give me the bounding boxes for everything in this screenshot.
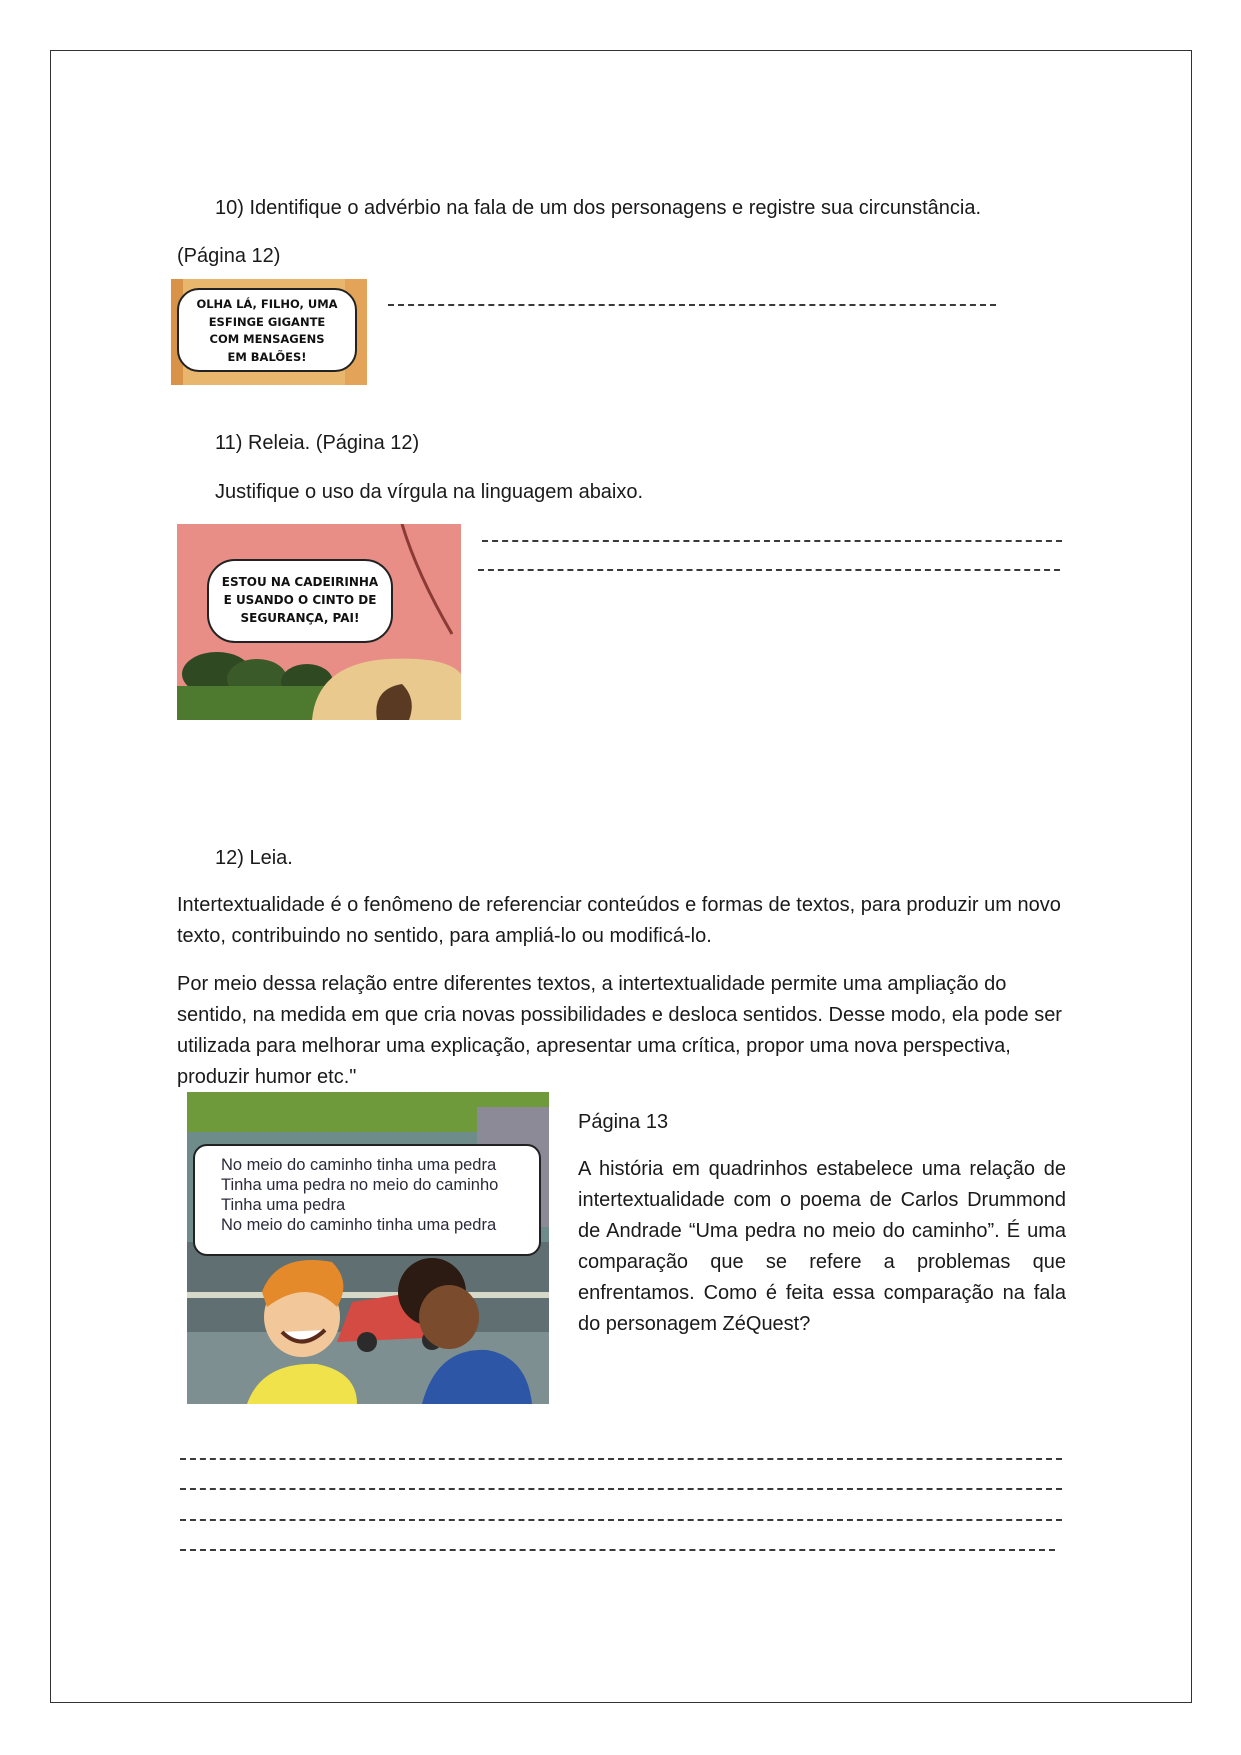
q11-heading: 11) Releia. (Página 12) xyxy=(215,432,420,454)
q11-answer-line-1 xyxy=(482,540,1062,542)
q12-paragraph-2: Por meio dessa relação entre diferentes textos, a intertextualidade permite uma ampliação do sentido, na medida em que cria novas possibilidades e desloca sentidos. Desse modo, ela pode ser utilizada para melhorar uma explicação, apresentar uma crítica, propor uma nova perspectiva, produzir humor etc." xyxy=(177,973,1062,1088)
q10-answer-line xyxy=(388,304,996,306)
balloon-line: EM BALÕES! xyxy=(227,349,307,364)
balloon-line: No meio do caminho tinha uma pedra xyxy=(221,1156,497,1174)
balloon-line: OLHA LÁ, FILHO, UMA xyxy=(196,297,338,311)
q12-question: A história em quadrinhos estabelece uma relação de intertextualidade com o poema de Carlos Drummond de Andrade “Uma pedra no meio do caminho”. É uma comparação que se refere a problemas que enfrentamos. Como é feita essa comparação na fala do personagem ZéQuest? xyxy=(578,1158,1066,1335)
balloon-line: ESTOU NA CADEIRINHA xyxy=(221,575,379,589)
q11-speech-balloon xyxy=(207,559,393,643)
balloon-line: Tinha uma pedra xyxy=(221,1196,346,1214)
q11-answer-line-2 xyxy=(478,569,1060,571)
q12-page-ref: Página 13 xyxy=(578,1111,669,1133)
balloon-line: E USANDO O CINTO DE xyxy=(223,593,377,607)
q10-page-ref: (Página 12) xyxy=(177,245,281,267)
q12-speech-balloon xyxy=(193,1144,541,1256)
balloon-line: SEGURANÇA, PAI! xyxy=(240,611,360,625)
balloon-line: No meio do caminho tinha uma pedra xyxy=(221,1216,497,1234)
q12-paragraph-1: Intertextualidade é o fenômeno de referenciar conteúdos e formas de textos, para produzir um novo texto, contribuindo no sentido, para ampliá-lo ou modificá-lo. xyxy=(177,894,1061,947)
q12-answer-line-3 xyxy=(180,1519,1062,1521)
q10-comic-image xyxy=(171,279,367,385)
q12-comic-image xyxy=(187,1092,549,1404)
q12-answer-line-4 xyxy=(180,1549,1055,1551)
q12-answer-line-1 xyxy=(180,1458,1062,1460)
q12-heading: 12) Leia. xyxy=(215,847,293,869)
balloon-line: ESFINGE GIGANTE xyxy=(208,314,326,329)
balloon-line: Tinha uma pedra no meio do caminho xyxy=(221,1176,499,1194)
q10-heading: 10) Identifique o advérbio na fala de um dos personagens e registre sua circunstância. xyxy=(215,197,982,219)
q10-speech-balloon xyxy=(177,288,357,372)
q11-comic-image xyxy=(177,524,461,720)
q11-instruction: Justifique o uso da vírgula na linguagem abaixo. xyxy=(215,481,644,503)
q12-answer-line-2 xyxy=(180,1488,1062,1490)
balloon-line: COM MENSAGENS xyxy=(209,332,325,346)
